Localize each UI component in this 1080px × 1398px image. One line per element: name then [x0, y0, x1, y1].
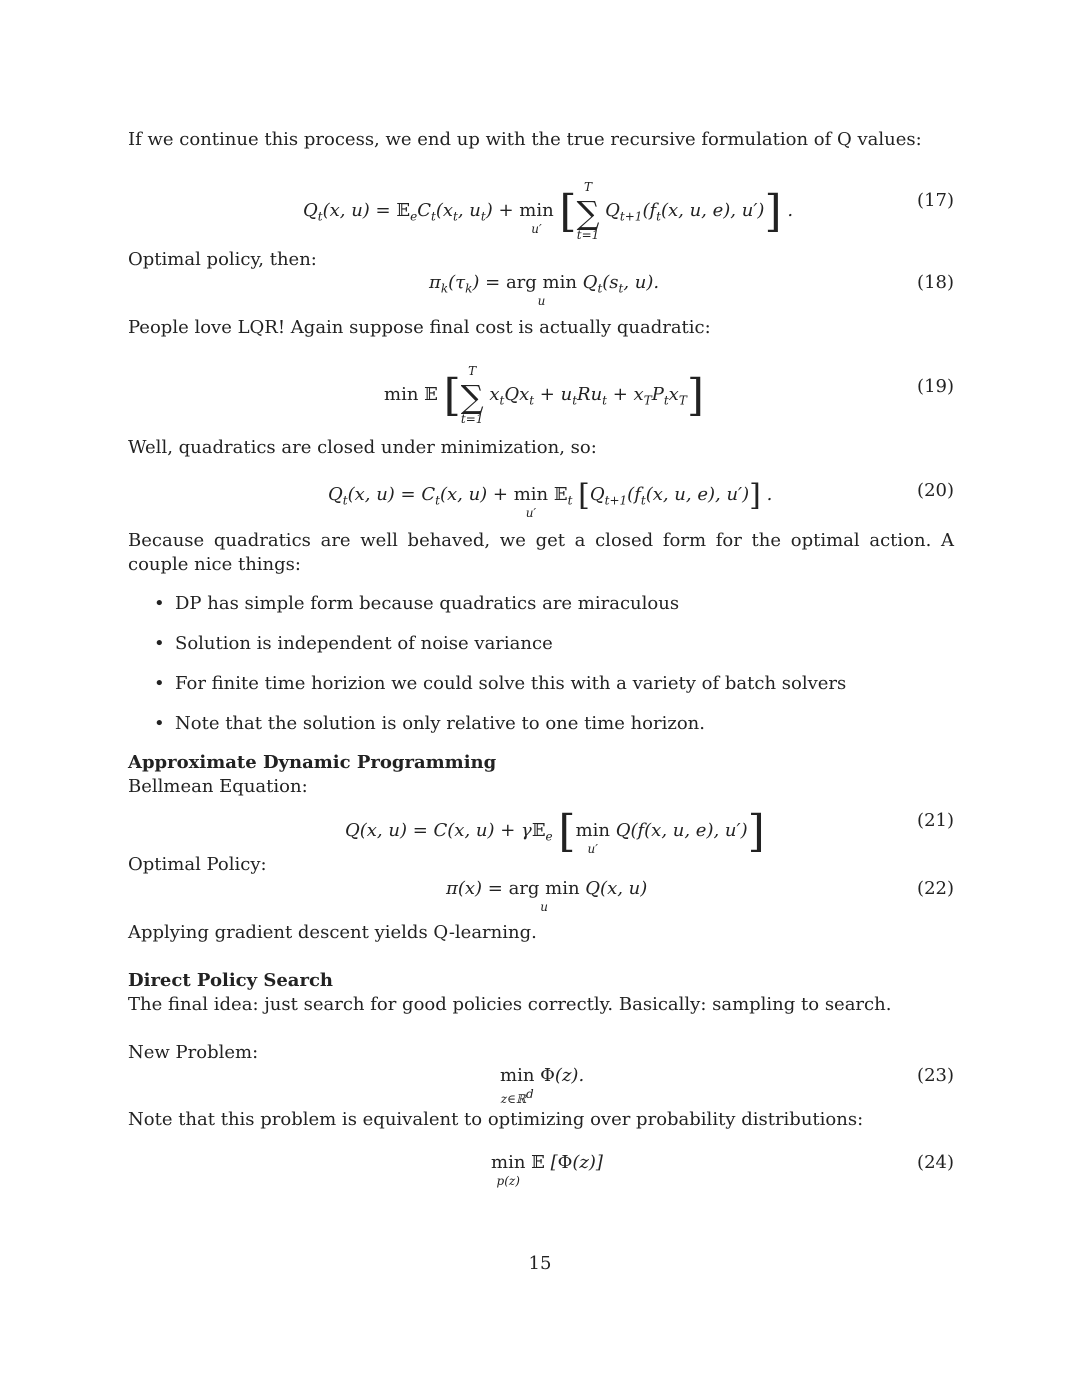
equation-number: (18): [917, 272, 954, 293]
equation-number: (19): [917, 376, 954, 397]
paragraph-optimal-policy: Optimal policy, then:: [128, 249, 317, 270]
equation-number: (21): [917, 810, 954, 831]
equation-20: $Q_t(x$, $u) = C_t(x$, u) + min u′ 𝔼$_t$ [$Q_{t+1}(f_t(x$, u, e), u′)] . (20): [328, 478, 954, 520]
equation-19: min 𝔼 [∑ T t=1 $x_tQx_t + u_tRu_t + x_TP_tx_T$] (19): [384, 364, 954, 426]
equation-number: (23): [917, 1065, 954, 1086]
section-heading-adp: Approximate Dynamic Programming: [128, 752, 497, 773]
paragraph-quadratics-closed: Well, quadratics are closed under minimization, so:: [128, 437, 597, 458]
bullet-icon: •: [154, 673, 165, 694]
paragraph-closed-form: Because quadratics are well behaved, we get a closed form for the optimal action. A couple nice things:: [128, 530, 954, 575]
paragraph-lqr: People love LQR! Again suppose final cost is actually quadratic:: [128, 317, 711, 338]
equation-24: min p(z) 𝔼 [Φ(z)] (24): [491, 1152, 954, 1188]
equation-number: (24): [917, 1152, 954, 1173]
paragraph-bellman: Bellmean Equation:: [128, 776, 308, 797]
equation-number: (22): [917, 878, 954, 899]
equation-21: Q(x, u) = C(x, u) + γ𝔼$_e$ [min u′ Q(f(x, u, e), u′)] (21): [345, 806, 954, 857]
equation-number: (17): [917, 190, 954, 211]
equation-number: (20): [917, 480, 954, 501]
paragraph-final-idea: The final idea: just search for good policies correctly. Basically: sampling to search.: [128, 994, 892, 1015]
paragraph-new-problem: New Problem:: [128, 1042, 259, 1063]
equation-17: $Q_t(x$, $u) = 𝔼_eC_t(x_t$, $u_t) + \min$ u′ [∑ T t=1 $Q_{t+1}(f_t(x$, u, e), u′)] . (17): [303, 180, 954, 242]
paragraph-equivalent: Note that this problem is equivalent to optimizing over probability distributions:: [128, 1109, 864, 1130]
paragraph-recursive-q: If we continue this process, we end up with the true recursive formulation of Q values:: [128, 129, 922, 150]
equation-22: π(x) = arg min u Q(x, u) (22): [446, 878, 954, 914]
page-number: 15: [528, 1253, 552, 1274]
bullet-icon: •: [154, 633, 165, 654]
equation-18: $\pi_k(\tau_k)$ = arg min u $Q_t(s_t$, u). (18): [429, 272, 954, 308]
paragraph-q-learning: Applying gradient descent yields Q-learning.: [128, 922, 537, 943]
paragraph-optimal-policy-2: Optimal Policy:: [128, 854, 267, 875]
bullet-icon: •: [154, 593, 165, 614]
bullet-icon: •: [154, 713, 165, 734]
section-heading-dps: Direct Policy Search: [128, 970, 333, 991]
equation-23: min z∈ℝ$^d$ Φ(z). (23): [500, 1065, 954, 1106]
